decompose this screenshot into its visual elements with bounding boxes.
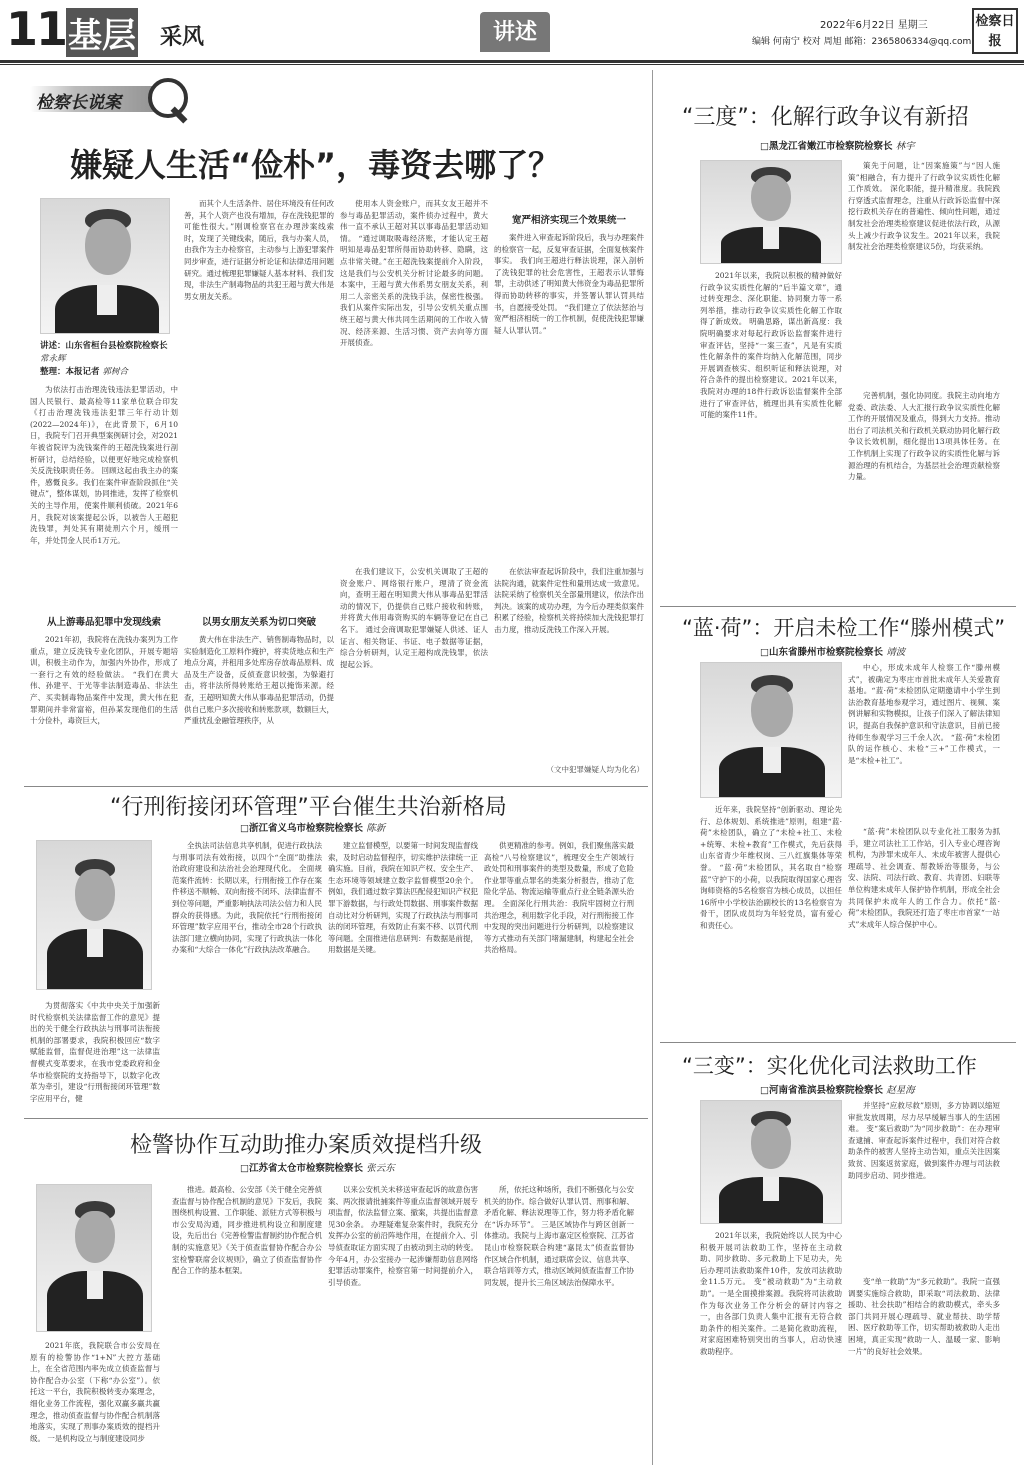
article2-byline-org: □浙江省义乌市检察院检察长 (240, 823, 363, 834)
sidebar2-right-col-bottom: “蓝·荷”未检团队以专业化社工服务为抓手，建立司法社工工作站，引入专业心理咨询机构，为涉罪未成年人、未成年被害人提供心理疏导、社会调查、帮教矫治等服务，与公安、法院、司法行政、教育、共青团、妇联等单位构建未成年人保护协作机制，形成全社会共同保护未成年人的工作合力。依托“蓝·荷”未检团队，我院还打造了枣庄市首家“一站式”未成年人综合保护中心。 (848, 827, 1000, 929)
header-divider (0, 60, 1024, 63)
article3-byline-name: 张云东 (366, 1163, 395, 1174)
sidebar1-byline-name: 林宇 (895, 141, 915, 152)
sidebar3-title: “三变”：实化优化司法救助工作 (682, 1054, 977, 1078)
column-logo-text: 检察长说案 (36, 93, 121, 113)
article2-title: “行刑衔接闭环管理”平台催生共治新格局 (110, 795, 507, 820)
sidebar3-byline-name: 赵星海 (886, 1085, 915, 1096)
article1-col4-bottom: 在依法审查起诉阶段中，我们注重加强与法院沟通，就案件定性和量刑达成一致意见。法院采纳了检察机关全部量刑建议，依法作出判决。该案的成功办理，为今后办理类似案件积累了经验，检察机关将持续加大洗钱犯罪打击力度，推动反洗钱工作深入开展。 (494, 567, 644, 634)
article2-lead: 为贯彻落实《中共中央关于加强新时代检察机关法律监督工作的意见》提出的关于健全行政执法与刑事司法衔接机制的部署要求，我院积极回应“数字赋能监督，监督促进治理”这一法律监督模式变革要求，在我市党委政府和金华市检察院的支持指导下，以数字化改革为牵引，建设“行刑衔接闭环管理”数字应用平台，健 (30, 1001, 160, 1103)
sidebar1-right-col-top: 策先于问题，让“因案施策”与“因人施策”相融合，有力提升了行政争议实质性化解工作质效。 深化职能，提升精准度。我院践行穿透式监督理念，注重从行政诉讼监督中深挖行政机关存在的普遍性、倾向性问题，通过制发社会治理类检察建议促进依法行政，从源头上减少行政争议发生。2021年以来，我院制发社会治理类检察建议5份，均获采纳。 (848, 161, 1000, 252)
article3-col2: 以来公安机关未移送审查起诉的故意伤害案、两次报请批捕案件等重点监督领域开展专项监督，依法监督立案、撤案，共提出监督意见30余条。 办理疑难复杂案件时，我院充分发挥办公室的前沿阵地作用，在提前介入、引导侦查取证方面实现了由被动到主动的转变。今年4月，办公室接办一起涉嫌帮助信息网络犯罪活动罪案件，检察官第一时间提前介入，引导侦查。 (328, 1185, 478, 1287)
article1-caption-speaker (40, 340, 170, 366)
article1-subhead-2: 以男女朋友关系为切口突破 (201, 617, 316, 628)
article1-caption (40, 340, 170, 379)
article1-col3-bottom: 在我们建议下，公安机关调取了王超的资金账户、网络银行账户，理清了资金流向，查明王超在明知黄大伟从事毒品犯罪活动的情况下，仍提供自己账户接收和转账，并将黄大伟用毒资购买的车辆等登记在自己名下。 通过会商调取犯罪嫌疑人供述、证人证言、相关物证、书证、电子数据等证据，综合分析研判，认定王超构成洗钱罪，依法提起公诉。 (340, 567, 488, 669)
article1-caption-editor (40, 366, 170, 379)
column-divider-main (652, 70, 653, 1465)
article2-bottom-divider (24, 1118, 648, 1119)
sidebar1-title: “三度”：化解行政争议有新招 (682, 105, 969, 130)
article1-col2-top: 而其个人生活条件、居住环境没有任何改善，其个人资产也没有增加，存在洗钱犯罪的可能性很大。”刚调检察官在办理涉案线索时，发现了关键线索，随后，我与办案人员，由我作为主办检察官，主动参与上游犯罪案件同步审查，进行证据分析论证和法律适用问题研究。通过梳理犯罪嫌疑人基本材料、我们发现，非法生产制毒物品的共犯王超与黄大伟是男女朋友关系。 (184, 199, 334, 301)
sidebar1-author-photo (700, 160, 842, 264)
article1-subhead-1: 从上游毒品犯罪中发现线索 (46, 617, 161, 628)
sidebar3-byline (760, 1082, 915, 1096)
article2-author-photo (36, 840, 152, 990)
sidebar1-left-col: 2021年以来，我院以积极的精神做好行政争议实质性化解的“后半篇文章”，通过转变理念、深化职能、协同聚力等一系列举措，推动行政争议实质性化解工作取得了新成效。 明确思路，谋出新高度：我院明确要求对每起行政诉讼监督案件进行审查评估，坚持“一案三查”，凡是有实质性化解条件的案件均纳入化解范围，同步开展调查核实、组织听证和释法说理，对符合条件的提出检察建议。2021年以来，我院对办理的18件行政诉讼监督案件全部进行了审查评估，梳理出具有实质性化解可能的案件11件。 (700, 271, 842, 420)
article3-byline-org: □江苏省太仓市检察院检察长 (240, 1163, 363, 1174)
sidebar3-left-col: 2021年以来，我院始终以人民为中心积极开展司法救助工作，坚持在主动救助、同步救助、多元救助上下足功夫，先后办理司法救助案件10件，发放司法救助金11.5万元。 变“被动救助”为“主动救助”。一是全面摸排案源。我院将司法救助作为每次业务工作分析会的研讨内容之一，由各部门负责人集中汇报有无符合救助条件的相关案件。二是简化救助流程，对家庭困难特别突出的当事人，启动快速救助程序。 (700, 1231, 842, 1356)
editor-name: 郭树合 (102, 367, 128, 377)
article3-title: 检警协作互动助推办案质效提档升级 (130, 1133, 483, 1158)
sidebar2-bottom-divider (660, 1042, 1016, 1043)
sidebar2-byline-org: □山东省滕州市检察院检察长 (760, 647, 883, 658)
section-subname: 采风 (160, 24, 205, 50)
article2-col3: 供更精准的参考。例如，我们聚焦落实最高检“八号检察建议”，梳理安全生产领域行政处罚和刑事案件的类型及数量，形成了危险作业罪等重点罪名的类案分析报告，推动了危险化学品、物流运输等重点行业全链条源头治理。 全面深化行刑共治：我院牢固树立行刑共治理念，利用数字化手段，对行刑衔接工作中发现的突出问题进行分析研判，以检察建议等方式推动有关部门堵漏建制，构建起全社会共治格局。 (484, 841, 634, 955)
article1-col2-bottom: 黄大伟在非法生产、销售制毒物品时，以实验制造化工原料作掩护，将卖货地点和生产地点分离，并租用多处库房存放毒品原料、成品及生产设备，反侦查意识较强，为躲避打击，将非法所得转账给王超以掩饰来源。经查，王超明知黄大伟从事毒品犯罪活动，仍提供自己账户多次接收和转账款项，数额巨大，严重扰乱金融管理秩序，从 (184, 635, 334, 726)
sidebar1-right-col-bottom: 完善机制，强化协同度。我院主动向地方党委、政法委、人大汇报行政争议实质性化解工作的开展情况及重点，得到大力支持。推动出台了司法机关和行政机关联动协同化解行政争议长效机制，细化提出13项具体任务。在工作机制上实现了行政争议的实质性化解与诉源治理的有机结合，为基层社会治理贡献检察力量。 (848, 391, 1000, 482)
newspaper-logo: 检察日报 (972, 8, 1018, 54)
sidebar3-right-col-bottom: 变“单一救助”为“多元救助”。我院一直强调要实施综合救助，即采取“司法救助、法律援助、社会扶助”相结合的救助模式，牵头多部门共同开展心理疏导、就业帮扶、助学帮困、医疗救助等工作，切实帮助被救助人走出困境，真正实现“救助一人、温暖一家、影响一片”的良好社会效果。 (848, 1277, 1000, 1356)
article3-lead: 2021年底，我院联合市公安局在原有的检警协作“1+N”大控方基础上，在全省范围内率先成立侦查监督与协作配合办公室（下称“办公室”）。依托这一平台，我院积极转变办案理念，细化业务工作流程，强化双赢多赢共赢理念，推动侦查监督与协作配合机制落地落实，实现了刑事办案质效的提档升级。 一是机构设立与制度建设同步 (30, 1341, 160, 1443)
article2-byline (240, 820, 385, 834)
article1-subhead-3: 宽严相济实现三个效果统一 (511, 215, 626, 226)
sidebar2-author-photo (700, 662, 842, 798)
sidebar3-author-photo (700, 1100, 842, 1224)
article1-col3-top: 使用本人资金账户，而其女友王超并不参与毒品犯罪活动，案件侦办过程中，黄大伟一直不承认王超对其以事毒品犯罪活动知情。 “通过调取吸毒经济账，才能认定王超明知是毒品犯罪所得而协助转移、隐瞒，这点非常关键。”在王超洗钱案提前介入阶段，这是我们与公安机关分析讨论最多的问题。 本案中，王超与黄大伟系男女朋友关系，利用二人亲密关系的洗钱手法，保密性极强。我们从案件实际出发，引导公安机关重点围绕王超与黄大伟共同生活期间的工作收入情况、经济来源、生活习惯、资产去向等方面开展侦查。 (340, 199, 488, 348)
article2-col1: 全执法司法信息共享机制，促进行政执法与刑事司法有效衔接，以四个“全面”助推法治政府建设和法治社会治理现代化。 全面规范案件流转：长期以来，行刑衔接工作存在案件移送不顺畅、双向衔接不闭环、法律监督不到位等问题，严重影响执法司法公信力和人民群众的获得感。为此，我院依托“行刑衔接闭环管理”数字应用平台，推动全市28个行政执法部门建立横向协同，实现了行政执法一体化办案和“大综合一体化”行政执法改革融合。 (172, 841, 322, 955)
section-name-a: 基层 (66, 8, 138, 57)
article1-title: 嫌疑人生活“俭朴”，毒资去哪了？ (70, 146, 561, 184)
article3-col3: 所，依托这种场所，我们不断强化与公安机关的协作。综合做好认罪认罚、刑事和解、矛盾化解、释法说理等工作，努力将矛盾化解在“诉办环节”。 三是区域协作与跨区创新一体推动。我院与上海市嘉定区检察院、江苏省昆山市检察院联合构建“嘉昆太”侦查监督协作区域合作机制，通过联席会议、信息共享、联合培训等方式，推动区域间侦查监督工作协同发展，提升长三角区域法治保障水平。 (484, 1185, 634, 1287)
column-logo (30, 78, 180, 124)
article1-col4: 案件进入审查起诉阶段后，我与办理案件的检察官一起，反复审查证据，全面复核案件事实。 我们向王超进行释法说理，深入剖析了洗钱犯罪的社会危害性，王超表示认罪悔罪，主动供述了明知黄大伟资金为毒品犯罪所得而协助转移的事实，并签署认罪认罚具结书，自愿接受处罚。 “我们建立了依法惩治与宽严相济相统一的工作机制，促使洗钱犯罪嫌疑人认罪认罚。” (494, 233, 644, 335)
sidebar1-bottom-divider (660, 606, 1016, 607)
article1-col1-top: 为依法打击治理洗钱违法犯罪活动，中国人民银行、最高检等11家单位联合印发《打击治理洗钱违法犯罪三年行动计划(2022—2024年)》，在此背景下，6月10日，我院专门召开典型案例研讨会，对2021年被省院评为洗钱案件的王超洗钱案进行剖析研讨，总结经验，以便更好地完成检察机关反洗钱职责任务。 回顾这起由我主办的案件，感慨良多。我们在案件审查阶段抓住“关键点”，整体谋划，协同推进，发挥了检察机关的主导作用，使案件顺利侦破。2021年6月，我院对该案提起公诉，以被告人王超犯洗钱罪，判处其有期徒刑六个月，缓刑一年，并处罚金人民币1万元。 (30, 385, 178, 545)
speaker-name: 常永辉 (40, 354, 66, 364)
sidebar2-byline-name: 靖波 (886, 647, 906, 658)
issue-date: 2022年6月22日 星期三 (820, 20, 928, 31)
sidebar3-right-col-top: 并坚持“应救尽救”原则，多方协调以缩短审批发放周期，尽力尽早缓解当事人的生活困难。 变“案后救助”为“同步救助”：在办理审查逮捕、审查起诉案件过程中，我们对符合救助条件的被害人坚持主动告知，重点关注因案致贫、因案返贫家庭，做到案件办理与司法救助同步启动、同步推进。 (848, 1101, 1000, 1180)
sidebar2-title: “蓝·荷”：开启未检工作“滕州模式” (682, 616, 1006, 640)
sidebar3-byline-org: □河南省淮滨县检察院检察长 (760, 1085, 883, 1096)
editor-role: 整理：本报记者 (40, 367, 100, 377)
page-number: 11 (6, 2, 67, 56)
article2-col2: 建立监督模型，以要第一时间发现监督线索，及时启动监督程序，切实维护法律统一正确实施。目前，我院在知识产权、安全生产、生态环境等领域建立数字监督模型20余个。例如，我们通过数字算法匹配侵犯知识产权犯罪下游数据，与行政处罚数据、刑事案件数据自动比对分析研判，实现了行政执法与刑事司法的闭环管理，有效防止有案不移、以罚代刑等问题。全面推进信息研判：有数据是前提，用数据是关键。 (328, 841, 478, 955)
article1-bottom-divider (24, 786, 648, 787)
sidebar1-byline (760, 138, 915, 152)
section-name (66, 8, 140, 57)
section-tab: 讲述 (480, 12, 550, 52)
sidebar2-right-col-top: 中心，形成未成年人检察工作“滕州模式”，被确定为枣庄市首批未成年人关爱教育基地。“蓝·荷”未检团队定期邀请中小学生到法治教育基地参观学习，通过图片、视频、案例讲解和实物模拟，让孩子们深入了解法律知识，提高自我保护意识和守法意识，目前已接待师生参观学习三千余人次。 “蓝·荷”未检团队的运作核心、未检“三+”工作模式，一是“未检+社工”。 (848, 663, 1000, 765)
editors-line: 编辑 何南宁 校对 周旭 邮箱：2365806334@qq.com (752, 37, 972, 47)
article1-col1-bottom: 2021年初，我院将在洗钱办案列为工作重点，建立反洗钱专业化团队，开展专题培训，积极主动作为，加强内外协作，形成了一套行之有效的经验做法。 “我们在黄大伟、孙建平、于光等非法制造毒品、非法生产、买卖制毒物品案件中发现，黄大伟在犯罪期间并非常富裕，但孙某发现他们的生活十分俭朴，毒资巨大， (30, 635, 178, 726)
speaker-role: 讲述：山东省桓台县检察院检察长 (40, 341, 168, 351)
article3-byline (240, 1160, 395, 1174)
article3-author-photo (36, 1184, 152, 1332)
sidebar2-byline (760, 644, 905, 658)
article1-speaker-photo (40, 198, 170, 334)
header-divider-thin (0, 64, 1024, 65)
article3-col1: 推进。最高检、公安部《关于健全完善侦查监督与协作配合机制的意见》下发后，我院围绕机构设置、工作职能、派驻方式等积极与市公安局沟通，同步推进机构设立和制度建设，先后出台《完善检警监督制约协作配合机制的实施意见》《关于侦查监督协作配合办公室检警联席会议规则》，确立了侦查监督协作配合工作的基本框架。 (172, 1185, 322, 1276)
sidebar2-left-col: 近年来，我院坚持“创新驱动、理论先行、总体规划、系统推进”原则，组建“蓝·荷”未检团队，确立了“未检+社工、未检+统筹、未检+教育”工作模式，先后获得山东省青少年维权岗、三八红旗集体等荣誉。 “蓝·荷”未检团队，其名取自“检察蓝”守护下的小荷，以我院取得国家心理咨询师资格的5名检察官为核心成员，以担任16所中小学校法治副校长的13名检察官为骨干，团队成员均为年轻党员，富有爱心和责任心。 (700, 805, 842, 930)
article1-footnote: （文中犯罪嫌疑人均为化名） (546, 765, 644, 774)
sidebar1-byline-org: □黑龙江省嫩江市检察院检察长 (760, 141, 893, 152)
magnifier-icon (148, 78, 188, 118)
article2-byline-name: 陈新 (366, 823, 386, 834)
